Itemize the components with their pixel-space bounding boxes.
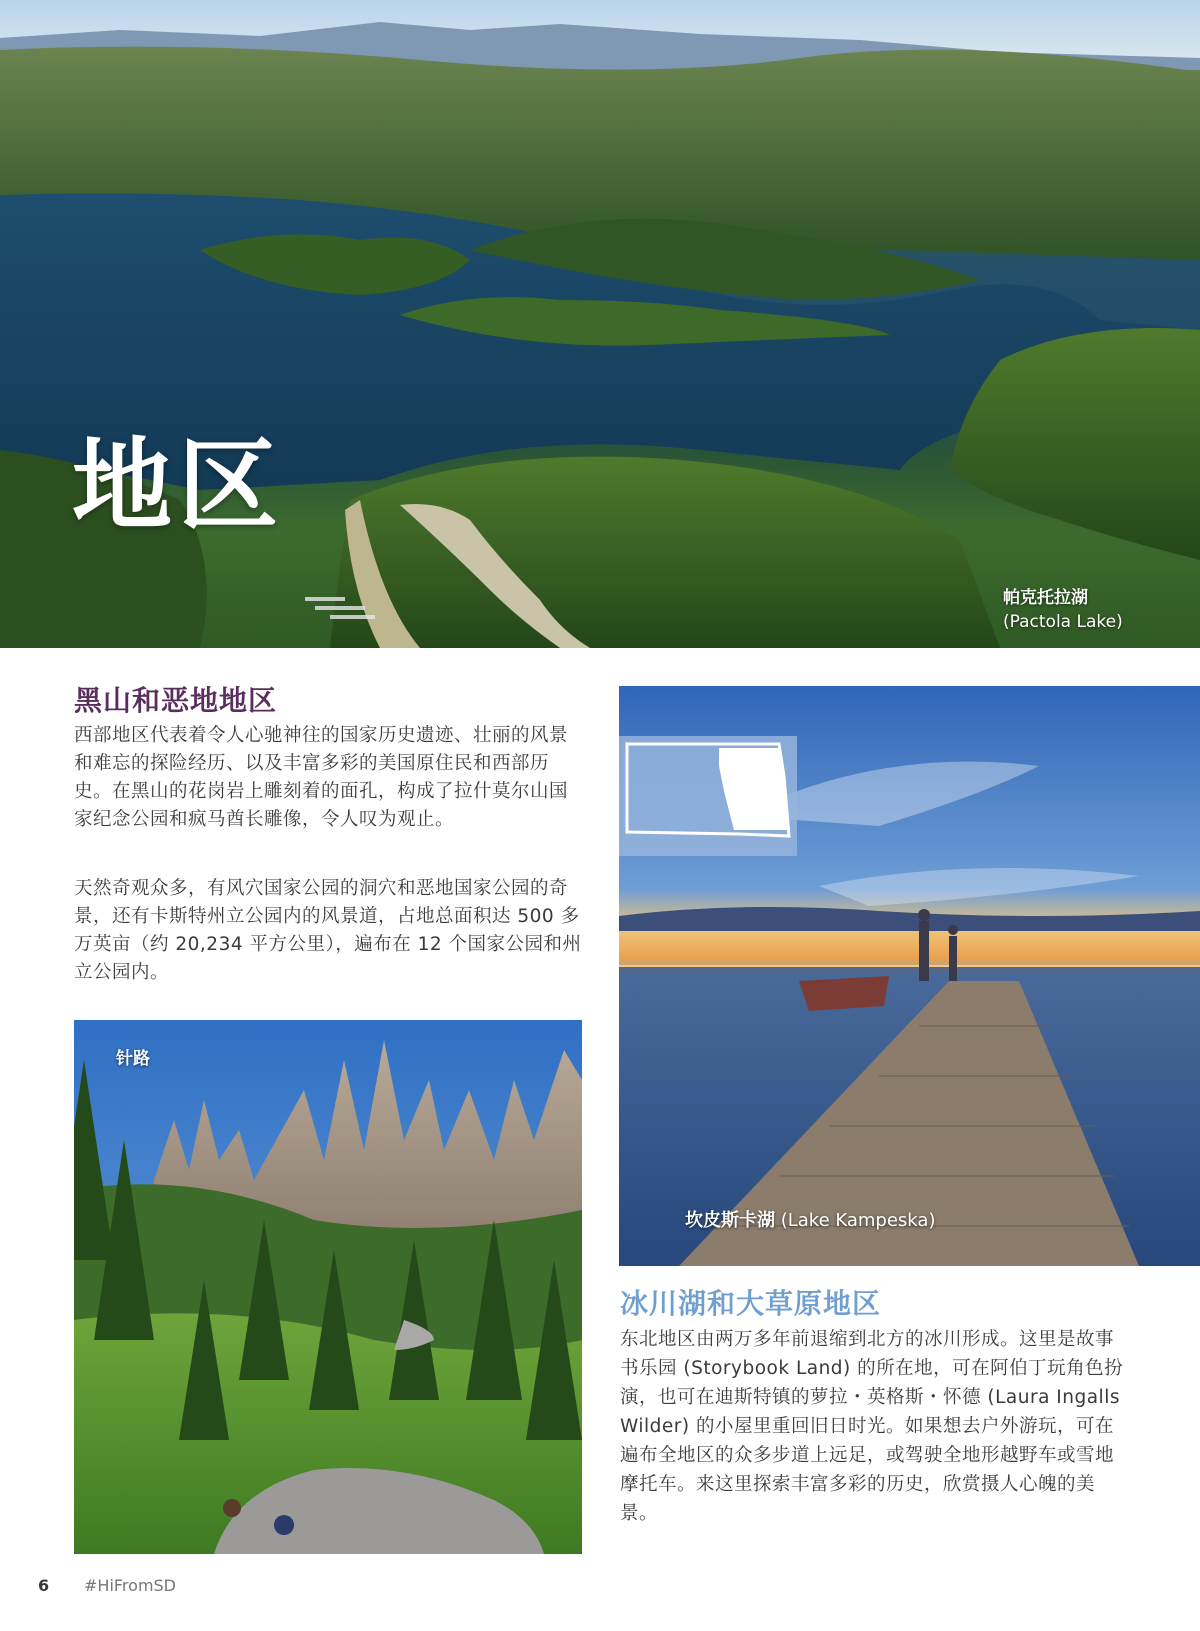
section-heading-glacial-lakes: 冰川湖和大草原地区 [620,1287,882,1320]
lake-caption-english: (Lake Kampeska) [775,1210,936,1231]
lake-photo-caption [685,1206,935,1232]
section-glacial-lakes-paragraph: 东北地区由两万多年前退缩到北方的冰川形成。这里是故事书乐园 (Storybook Land) 的所在地，可在阿伯丁玩角色扮演，也可在迪斯特镇的萝拉・英格斯・怀德 (Laura Ingalls Wilder) 的小屋里重回旧日时光。如果想去户外游玩，可在遍布全地区的众多步道上远足，或驾驶全地形越野车或雪地摩托车。来这里探索丰富多彩的历史，欣赏摄人心魄的美景。 [620,1329,1124,1524]
photo-lake-kampeska [619,686,1200,1266]
hero-caption-english: (Pactola Lake) [1003,612,1123,632]
section-heading-black-hills: 黑山和恶地地区 [74,684,278,717]
hero-landscape-illustration [0,0,1200,648]
photo-needles-highway [74,1020,582,1554]
hero-caption-chinese: 帕克托拉湖 [1003,588,1088,608]
hero-photo-pactola-lake [0,0,1200,648]
footer-hashtag: #HiFromSD [84,1576,176,1595]
lake-caption-chinese: 坎皮斯卡湖 [685,1210,775,1231]
needles-photo-caption: 针路 [116,1049,150,1069]
section-black-hills-paragraph-2: 天然奇观众多，有风穴国家公园的洞穴和恶地国家公园的奇景，还有卡斯特州立公园内的风景道，占地总面积达 500 多万英亩（约 20,234 平方公里），遍布在 12 个国家公园和州立公园内。 [74,878,582,983]
region-map-inset [619,736,797,856]
page-title: 地区 [72,427,284,544]
section-black-hills-paragraph-1: 西部地区代表着令人心驰神往的国家历史遗迹、壮丽的风景和难忘的探险经历、以及丰富多彩的美国原住民和西部历史。在黑山的花岗岩上雕刻着的面孔，构成了拉什莫尔山国家纪念公园和疯马酋长雕像，令人叹为观止。 [74,725,569,830]
needles-landscape-illustration [74,1020,582,1554]
hero-photo-caption [1003,586,1123,634]
south-dakota-map-icon [619,736,797,856]
page-number: 6 [38,1576,50,1595]
